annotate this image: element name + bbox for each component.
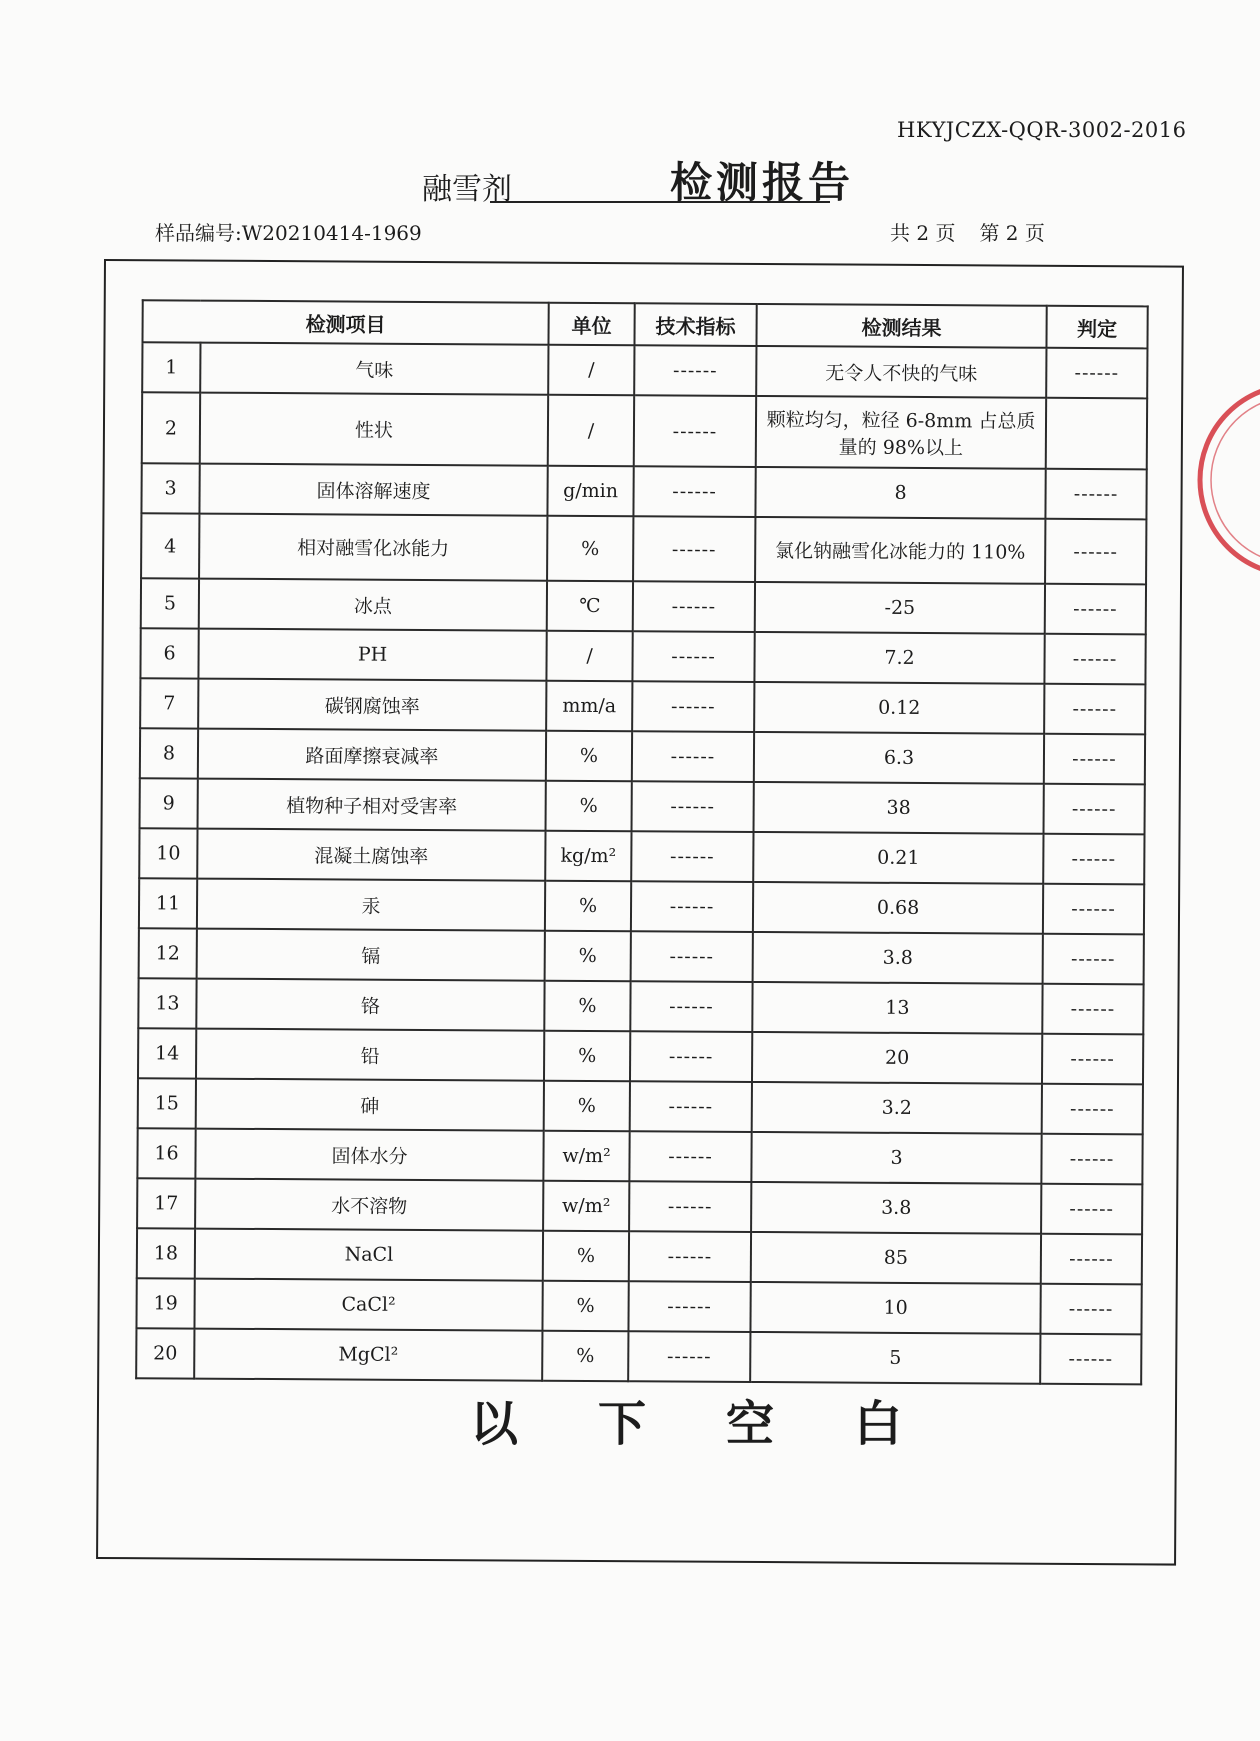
test-result: 无令人不快的气味 [756,346,1046,398]
test-result: -25 [755,582,1045,634]
unit: % [542,1331,628,1382]
verdict [1046,398,1147,470]
table-row [139,878,1144,934]
verdict: ------ [1044,634,1145,685]
table-row [137,1228,1142,1284]
unit: % [543,1231,629,1282]
report-frame [96,259,1184,1566]
verdict: ------ [1045,584,1146,635]
row-number: 16 [137,1128,195,1178]
test-item: 水不溶物 [195,1179,543,1231]
technical-spec: ------ [633,516,755,582]
product-name: 融雪剂 [422,172,512,207]
total-pages: 共 2 页 [890,221,956,245]
test-result: 0.21 [753,832,1043,884]
header-result: 检测结果 [756,304,1046,348]
test-item: CaCl² [194,1279,542,1331]
table-row [141,463,1146,519]
table-row [138,1028,1143,1084]
table-row [138,1078,1143,1134]
verdict: ------ [1041,1184,1142,1235]
report-title [420,150,880,208]
unit: kg/m² [545,831,631,882]
test-item: 路面摩擦衰减率 [198,729,546,781]
row-number: 4 [141,513,199,578]
verdict: ------ [1043,834,1144,885]
unit: g/min [547,466,633,517]
unit: w/m² [543,1181,629,1232]
official-seal [1185,370,1260,590]
test-item: PH [198,629,546,681]
row-number: 20 [136,1328,194,1378]
unit: % [545,881,631,932]
row-number: 9 [140,778,198,828]
test-result: 7.2 [754,632,1044,684]
test-result: 3.8 [751,1182,1041,1234]
unit: % [544,981,630,1032]
document-code: HKYJCZX-QQR-3002-2016 [897,118,1187,142]
unit: w/m² [543,1131,629,1182]
test-result: 3.8 [753,932,1043,984]
table-row [141,513,1146,584]
test-result: 6.3 [754,732,1044,784]
row-number: 2 [142,392,200,463]
sample-number-value: W20210414-1969 [241,221,422,245]
table-row [140,678,1145,734]
unit: / [546,631,632,682]
row-number: 3 [141,463,199,513]
test-result: 20 [752,1032,1042,1084]
unit: mm/a [546,681,632,732]
blank-below-note: 以下空白 [470,1396,983,1452]
test-item: 相对融雪化冰能力 [199,514,547,581]
verdict: ------ [1043,884,1144,935]
table-row [137,1178,1142,1234]
table-row [142,342,1147,398]
test-result: 3 [751,1132,1041,1184]
test-result: 3.2 [752,1082,1042,1134]
sample-number-label: 样品编号: [155,221,242,245]
verdict: ------ [1041,1134,1142,1185]
unit: % [546,731,632,782]
technical-spec: ------ [631,881,753,932]
technical-spec: ------ [634,345,756,396]
unit: % [544,1081,630,1132]
table-row [136,1278,1141,1334]
unit: / [548,395,634,467]
unit: % [545,931,631,982]
row-number: 19 [136,1278,194,1328]
verdict: ------ [1044,684,1145,735]
verdict: ------ [1046,348,1147,399]
verdict: ------ [1043,934,1144,985]
test-item: 植物种子相对受害率 [198,779,546,831]
test-item: 混凝土腐蚀率 [197,829,545,881]
test-item: 镉 [197,929,545,981]
row-number: 11 [139,878,197,928]
technical-spec: ------ [632,781,754,832]
test-item: 固体水分 [195,1129,543,1181]
header-unit: 单位 [548,303,634,346]
header-verdict: 判定 [1046,306,1147,349]
test-result: 颗粒均匀，粒径 6-8mm 占总质量的 98%以上 [756,396,1046,469]
test-item: 汞 [197,879,545,931]
results-table-wrap [135,299,1147,1385]
unit: % [542,1281,628,1332]
unit: ℃ [547,581,633,632]
technical-spec: ------ [633,581,755,632]
row-number: 5 [141,578,199,628]
report-main-title: 检测报告 [670,158,855,207]
row-number: 18 [137,1228,195,1278]
technical-spec: ------ [628,1281,750,1332]
verdict: ------ [1045,469,1146,520]
verdict: ------ [1040,1334,1141,1385]
test-item: 砷 [196,1079,544,1131]
verdict: ------ [1042,1034,1143,1085]
table-row [138,978,1143,1034]
row-number: 12 [139,928,197,978]
test-item: 气味 [200,343,548,395]
table-row [142,392,1147,469]
unit: % [544,1031,630,1082]
verdict: ------ [1042,984,1143,1035]
test-item: 铬 [196,979,544,1031]
test-item: 碳钢腐蚀率 [198,679,546,731]
verdict: ------ [1042,1084,1143,1135]
table-row [140,728,1145,784]
test-item: NaCl [195,1229,543,1281]
row-number: 7 [140,678,198,728]
test-result: 0.68 [753,882,1043,934]
test-item: 冰点 [199,579,547,631]
verdict: ------ [1041,1234,1142,1285]
table-header-row [142,300,1147,348]
unit: % [547,516,633,582]
results-table [135,299,1149,1385]
technical-spec: ------ [628,1331,750,1382]
verdict: ------ [1045,519,1146,585]
technical-spec: ------ [631,931,753,982]
row-number: 13 [138,978,196,1028]
technical-spec: ------ [630,981,752,1032]
technical-spec: ------ [631,831,753,882]
test-result: 5 [750,1332,1040,1384]
test-item: 铅 [196,1029,544,1081]
test-result: 0.12 [754,682,1044,734]
test-result: 氯化钠融雪化冰能力的 110% [755,517,1045,584]
row-number: 14 [138,1028,196,1078]
technical-spec: ------ [632,631,754,682]
technical-spec: ------ [634,395,756,467]
test-result: 10 [750,1282,1040,1334]
row-number: 10 [139,828,197,878]
table-row [139,828,1144,884]
row-number: 6 [140,628,198,678]
table-row [136,1328,1141,1384]
technical-spec: ------ [630,1031,752,1082]
technical-spec: ------ [633,466,755,517]
test-item: 性状 [200,393,548,466]
technical-spec: ------ [629,1131,751,1182]
row-number: 8 [140,728,198,778]
verdict: ------ [1040,1284,1141,1335]
test-result: 13 [752,982,1042,1034]
technical-spec: ------ [632,731,754,782]
table-row [140,628,1145,684]
technical-spec: ------ [630,1081,752,1132]
table-row [137,1128,1142,1184]
current-page: 第 2 页 [979,221,1045,245]
technical-spec: ------ [629,1181,751,1232]
row-number: 15 [138,1078,196,1128]
header-item: 检测项目 [142,300,548,344]
page-indicator [890,217,1069,246]
test-item: MgCl² [194,1329,542,1381]
test-result: 38 [754,782,1044,834]
row-number: 17 [137,1178,195,1228]
technical-spec: ------ [632,681,754,732]
table-row [139,928,1144,984]
test-item: 固体溶解速度 [199,464,547,516]
test-result: 85 [751,1232,1041,1284]
unit: / [548,345,634,396]
row-number: 1 [142,342,200,392]
verdict: ------ [1044,734,1145,785]
sample-number [155,217,422,246]
verdict: ------ [1044,784,1145,835]
technical-spec: ------ [629,1231,751,1282]
table-row [141,578,1146,634]
test-result: 8 [755,467,1045,519]
unit: % [546,781,632,832]
header-spec: 技术指标 [634,303,756,346]
table-row [140,778,1145,834]
